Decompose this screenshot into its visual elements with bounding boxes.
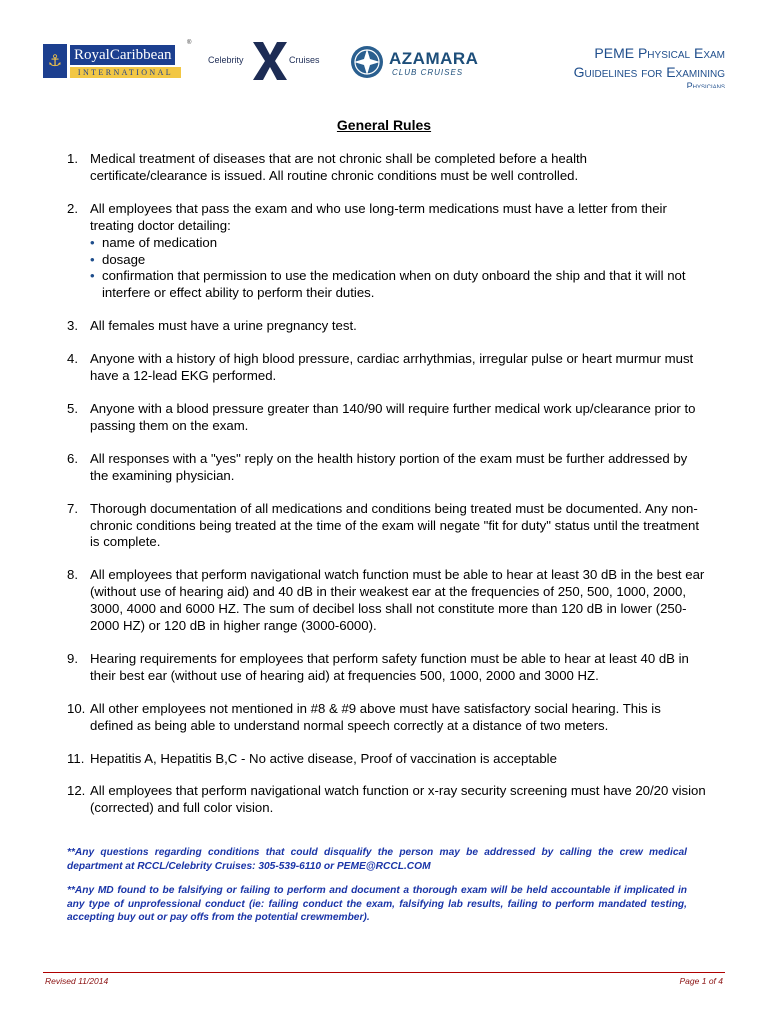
rule-item — [67, 401, 707, 435]
azamara-logo-name: AZAMARA — [389, 49, 479, 68]
bullet-icon: • — [90, 251, 95, 267]
bullet-icon: • — [90, 268, 95, 284]
rule-item — [67, 567, 707, 635]
bullet-item — [90, 268, 707, 302]
rule-text: All other employees not mentioned in #8 & #9 above must have satisfactory social hearing. This is defined as being able to understand normal speech correctly at a distance of two meters. — [90, 700, 661, 733]
bullet-item — [90, 235, 707, 252]
rule-text: All employees that perform navigational watch function or x-ray security screening must have 20/20 vision (corrected) and full color vision. — [90, 783, 706, 816]
rule-text: Medical treatment of diseases that are not chronic shall be completed before a health certificate/clearance is issued. All routine chronic conditions must be well controlled. — [90, 151, 588, 183]
rule-number: 11. — [67, 750, 85, 766]
bullet-text: dosage — [102, 251, 146, 267]
rule-number: 12. — [67, 783, 86, 799]
rule-text: All responses with a "yes" reply on the health history portion of the exam must be further addressed by the examining physician. — [90, 450, 688, 483]
bullet-item — [90, 252, 707, 269]
bullet-icon: • — [90, 234, 95, 250]
rule-number: 4. — [67, 351, 78, 367]
compass-star-icon — [349, 44, 385, 80]
rules-list — [67, 151, 707, 817]
rule-text: All females must have a urine pregnancy test. — [90, 318, 357, 334]
title-line-1: PEME Physical Exam — [594, 45, 725, 61]
rule-item — [67, 351, 707, 385]
rule-number: 5. — [67, 400, 78, 416]
rule-item — [67, 501, 707, 552]
rule-number: 3. — [67, 318, 78, 334]
rule-number: 2. — [67, 200, 78, 216]
royal-caribbean-logo — [43, 40, 192, 78]
rule-number: 6. — [67, 450, 78, 466]
note-paragraph: **Any MD found to be falsifying or failing to perform and document a thorough exam will be held accountable if implicated in any type of unprofessional conduct (ie: failing conduct the exam, falsifying lab results, failing to perform mandated testing, accepting buy out or pay offs from the potential crewmember). — [67, 885, 687, 923]
azamara-logo — [349, 44, 489, 80]
page-number: Page 1 of 4 — [679, 976, 723, 986]
rule-text: All employees that pass the exam and who use long-term medications must have a letter from their treating doctor detailing: — [90, 200, 667, 233]
rule-number: 10. — [67, 700, 86, 716]
celebrity-cruises-logo — [205, 40, 330, 82]
document-title — [573, 44, 725, 88]
rule-number: 9. — [67, 650, 78, 666]
rc-logo-name: RoyalCaribbean — [70, 45, 175, 65]
rule-item — [67, 318, 707, 335]
celebrity-logo-left: Celebrity — [208, 55, 244, 65]
rule-item — [67, 701, 707, 735]
rule-item — [67, 201, 707, 302]
rule-number: 7. — [67, 500, 78, 516]
rule-item — [67, 783, 707, 817]
title-line-3: Physicians — [686, 82, 725, 88]
revision-date: Revised 11/2014 — [45, 976, 109, 986]
rule-item — [67, 651, 707, 685]
note-paragraph: **Any questions regarding conditions that could disqualify the person may be addressed by calling the crew medical department at RCCL/Celebrity Cruises: 305-539-6110 or PEME@RCCL.COM — [67, 847, 687, 872]
footer-divider — [43, 972, 725, 973]
celebrity-logo-right: Cruises — [289, 55, 320, 65]
rule-text: Thorough documentation of all medications and conditions being treated must be documented. Any non-chronic conditions being treated at the time of the exam will negate "fit for duty" status until the treatment is complete. — [90, 500, 699, 550]
rule-bullets — [90, 235, 707, 303]
rule-item — [67, 151, 707, 185]
rc-logo-sub: INTERNATIONAL — [70, 67, 181, 78]
azamara-logo-sub: CLUB CRUISES — [392, 68, 464, 77]
rule-text: Hepatitis A, Hepatitis B,C - No active disease, Proof of vaccination is acceptable — [90, 750, 557, 766]
rule-number: 1. — [67, 151, 78, 166]
bullet-text: confirmation that permission to use the medication when on duty onboard the ship and that it will not interfere or effect ability to perform their duties. — [102, 268, 686, 301]
rule-item — [67, 751, 707, 768]
x-mark-icon — [251, 40, 289, 82]
rule-text: Anyone with a blood pressure greater than 140/90 will require further medical work up/clearance prior to passing them on the exam. — [90, 400, 696, 433]
rule-item — [67, 451, 707, 485]
rule-text: All employees that perform navigational watch function must be able to hear at least 30 dB in the best ear (without use of hearing aid) and 40 dB in their weakest ear at the frequencies of 250, 500, 1000, 2000, 3000, 4000 and 6000 HZ. The sum of decibel loss shall not constitute more than 120 dB in lower (250-2000 HZ) or 120 dB in higher range (3000-6000). — [90, 567, 705, 634]
rule-number: 8. — [67, 567, 78, 583]
rule-text: Anyone with a history of high blood pressure, cardiac arrhythmias, irregular pulse or heart murmur must have a 12-lead EKG performed. — [90, 351, 694, 384]
section-heading: General Rules — [336, 117, 432, 133]
bullet-text: name of medication — [102, 234, 218, 250]
anchor-crown-icon: ⚓ — [43, 44, 67, 78]
rule-text: Hearing requirements for employees that perform safety function must be able to hear at least 40 dB in their best ear (without use of hearing aid) at frequencies 500, 1000, 2000 and 3000 HZ. — [90, 650, 689, 683]
title-line-2: Guidelines for Examining — [573, 64, 725, 80]
rc-logo-reg: ® — [187, 40, 192, 46]
notes-block — [67, 846, 687, 936]
document-header — [0, 0, 768, 100]
